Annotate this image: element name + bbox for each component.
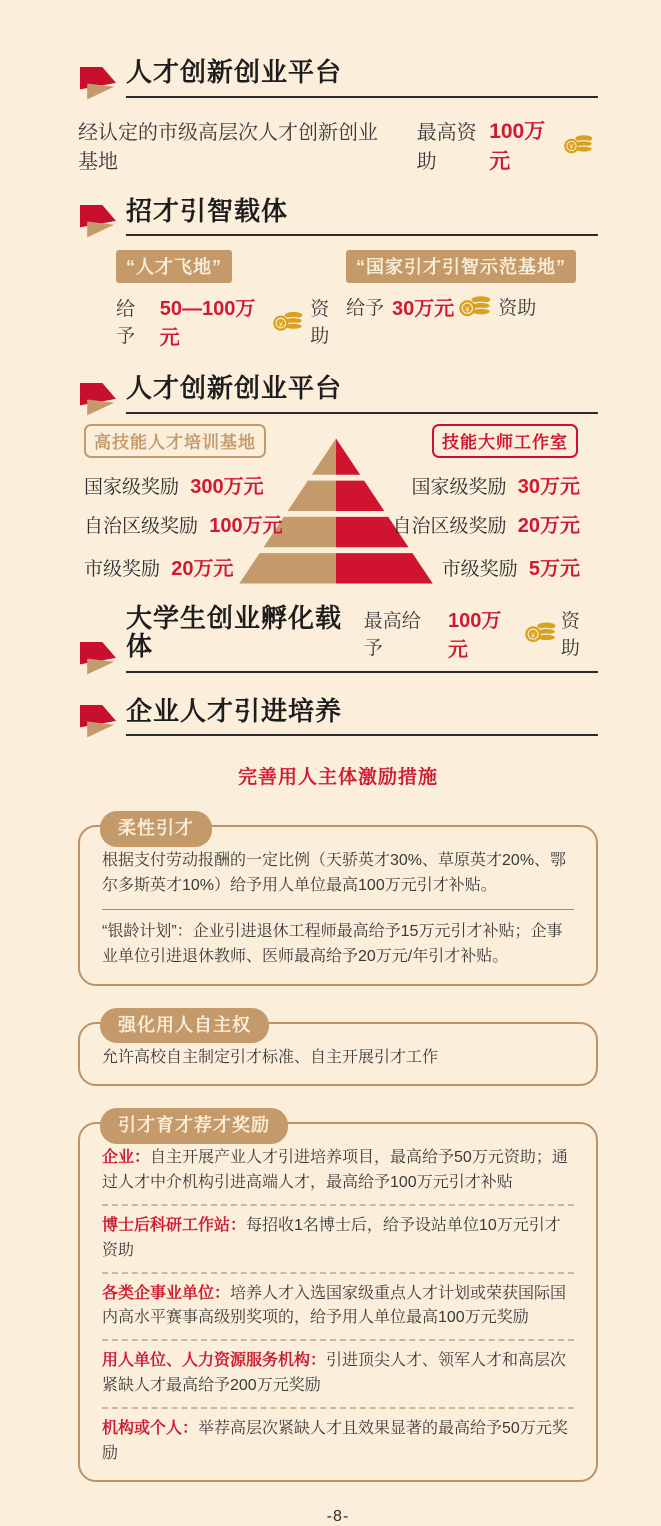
svg-text:¥: ¥ [465,304,470,314]
platform1-funding-line [78,115,598,175]
reward-item [102,1146,574,1196]
reward-item [102,1214,574,1264]
reward-item-lead: 博士后科研工作站： [102,1216,247,1234]
dashed-divider [102,1407,574,1409]
incentive-subtitle: 完善用人主体激励措施 [237,767,438,789]
reward-amount: 300万元 [190,475,264,498]
funding-amount: 100万元 [448,609,502,661]
reward-item-lead: 企业： [102,1149,151,1167]
funding-suffix: 资助 [560,610,580,659]
funding-suffix: 资助 [310,299,330,348]
autonomy-box [78,1014,598,1087]
recruit-right-column [346,250,598,350]
reward-item [102,1282,574,1332]
dashed-divider [102,1339,574,1341]
funding-amount: 50—100万元 [159,298,256,350]
recruit-left-funding [116,292,346,350]
reward-item-text: 举荐高层次紧缺人才且效果显著的最高给予50万元奖励 [102,1419,568,1462]
platform1-desc: 经认定的市级高层次人才创新创业基地 [78,121,378,173]
flag-icon [78,383,118,419]
funding-prefix: 给予 [346,298,385,320]
reward-item-text: 每招收1名博士后，给予设站单位10万元引才资助 [102,1216,561,1259]
section-title: 人才创新创业平台 [126,57,343,87]
reward-amount: 20万元 [517,514,580,537]
reward-label: 自治区级奖励 [84,515,199,537]
box-paragraph: 允许高校自主制定引才标准、自主开展引才工作 [102,1048,439,1066]
funding-prefix: 给予 [116,299,136,348]
pyramid-row-left [84,509,283,538]
coin-stack-icon [272,309,304,334]
svg-text:¥: ¥ [279,319,284,328]
flexible-recruit-box [78,818,598,985]
flag-icon [78,67,118,103]
master-studio-label: 技能大师工作室 [432,424,578,458]
pyramid-row-right [442,552,580,581]
talent-enclave-label: “人才飞地” [116,250,232,283]
training-base-label: 高技能人才培训基地 [84,424,266,458]
pyramid-row-right [392,509,580,538]
recruit-left-column [78,250,346,350]
section-platform1-header [78,58,598,98]
reward-item-text: 培养人才入选国家级重点人才计划或荣获国际国内高水平赛事高级别奖项的，给予用人单位最高100万元奖励 [102,1284,567,1327]
reward-box [78,1115,598,1482]
dashed-divider [102,1272,574,1274]
recruit-columns [78,250,598,350]
reward-item-lead: 各类企事业单位： [102,1284,231,1302]
coin-stack-icon [524,620,557,645]
reward-amount: 30万元 [517,475,580,498]
flag-icon [78,642,118,678]
national-demo-base-label: “国家引才引智示范基地” [346,250,576,283]
pyramid-row-left [84,470,264,499]
reward-label: 国家级奖励 [411,476,507,498]
recruit-right-funding [346,292,598,321]
section-title: 企业人才引进培养 [126,695,343,726]
box-tab: 柔性引才 [100,811,212,847]
reward-label: 市级奖励 [84,558,161,580]
flag-icon [78,705,118,741]
reward-amount: 20万元 [171,557,234,580]
reward-label: 自治区级奖励 [392,515,507,537]
flag-icon [78,205,118,241]
reward-item [102,1349,574,1399]
section-title: 大学生创业孵化载体 [126,602,343,662]
reward-item-text: 自主开展产业人才引进培养项目，最高给予50万元资助；通过人才中介机构引进高端人才，最高给予100万元引才补贴 [102,1149,568,1192]
funding-suffix: 资助 [498,298,537,320]
reward-amount: 100万元 [209,514,283,537]
svg-text:¥: ¥ [569,144,574,152]
coin-stack-icon [563,132,594,157]
box-paragraph: 根据支付劳动报酬的一定比例（天骄英才30%、草原英才20%、鄂尔多斯英才10%）给予用人单位最高100万元引才补贴。 [102,852,567,895]
svg-text:¥: ¥ [530,630,535,640]
box-tab: 强化用人自主权 [100,1008,269,1044]
platform1-amount: 100万元 [489,119,546,173]
coin-stack-icon [458,294,492,319]
section-incubator-header [78,604,598,673]
page-number: -8- [326,1508,350,1526]
pyramid-row-right [411,470,580,499]
pyramid-block [78,422,598,594]
reward-item-lead: 用人单位、人力资源服务机构： [102,1352,327,1370]
reward-item [102,1417,574,1467]
reward-label: 国家级奖励 [84,476,180,498]
reward-label: 市级奖励 [441,558,518,580]
section-recruit-header [78,197,598,237]
reward-item-lead: 机构或个人： [102,1419,199,1437]
incubator-funding [364,604,598,662]
section-title: 人才创新创业平台 [126,373,343,404]
dashed-divider [102,1204,574,1206]
box-paragraph: “银龄计划”：企业引进退休工程师最高给予15万元引才补贴；企事业单位引进退休教师、医师最高给予20万元/年引才补贴。 [102,922,563,965]
pyramid-row-left [84,552,234,581]
section-title: 招才引智载体 [126,195,289,226]
divider [102,909,574,910]
section-enterprise-header [78,697,598,737]
funding-amount: 30万元 [392,298,455,321]
reward-amount: 5万元 [528,557,580,580]
funding-prefix: 最高给予 [363,610,421,659]
box-tab: 引才育才荐才奖励 [100,1108,288,1144]
platform1-prefix: 最高资助 [416,121,477,173]
section-platform2-header [78,374,598,414]
reward-item-text: 引进顶尖人才、领军人才和高层次紧缺人才最高给予200万元奖励 [102,1352,567,1394]
